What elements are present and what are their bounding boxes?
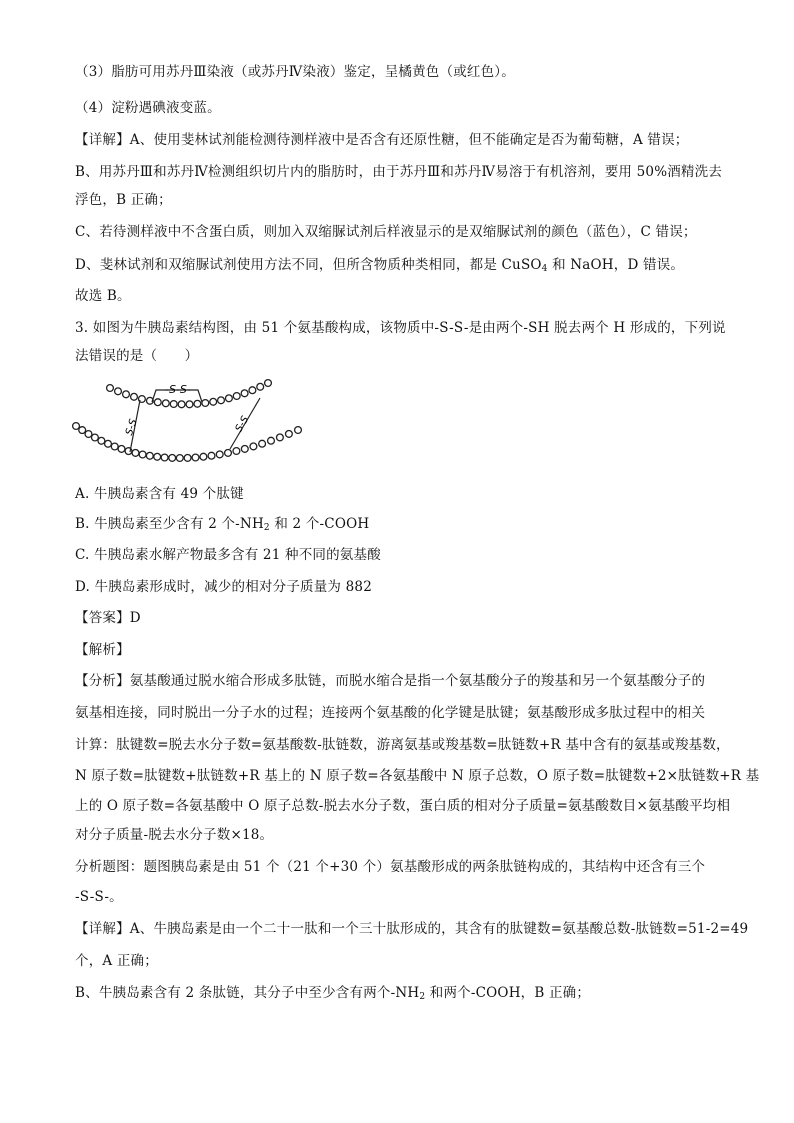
amino-acid-bead [79, 427, 86, 434]
text-line: N 原子数=肽键数+肽链数+R 基上的 N 原子数=各氨基酸中 N 原子总数，O 原子数=肽键数+2×肽链数+R 基 [75, 768, 760, 784]
text-line: 【详解】A、使用斐林试剂能检测待测样液中是否含有还原性糖，但不能确定是否为葡萄糖，A 错误； [75, 132, 689, 148]
peptide-chain-b [73, 423, 302, 462]
amino-acid-bead [295, 427, 302, 434]
amino-acid-bead [123, 391, 130, 398]
amino-acid-bead [118, 446, 125, 453]
amino-acid-bead [257, 383, 264, 390]
amino-acid-bead [115, 388, 122, 395]
amino-acid-bead [92, 434, 99, 441]
option-c: C. 牛胰岛素水解产物最多含有 21 种不同的氨基酸 [75, 547, 381, 563]
answer-label: 【答案】D [75, 610, 141, 626]
text-line: 【详解】A、牛胰岛素是由一个二十一肽和一个三十肽形成的，其含有的肽键数=氨基酸总数-肽链数=51-2=49 [75, 921, 749, 937]
amino-acid-bead [132, 450, 139, 457]
amino-acid-bead [277, 434, 284, 441]
amino-acid-bead [241, 390, 248, 397]
disulfide-label: S-S [233, 414, 252, 435]
amino-acid-bead [154, 399, 161, 406]
amino-acid-bead [169, 455, 176, 462]
question-stem: 3. 如图为牛胰岛素结构图，由 51 个氨基酸构成，该物质中-S-S-是由两个-SH 脱去两个 H 形成的，下列说 [75, 320, 726, 336]
disulfide-label: S-S [124, 417, 140, 437]
amino-acid-bead [241, 446, 248, 453]
text-line: B、用苏丹Ⅲ和苏丹Ⅳ检测组织切片内的脂肪时，由于苏丹Ⅲ和苏丹Ⅳ易溶于有机溶剂，要用 50%酒精洗去 [75, 164, 723, 180]
text-line: -S-S-。 [75, 889, 123, 905]
text-line: 分析题图：题图胰岛素是由 51 个（21 个+30 个）氨基酸形成的两条肽链构成的，其结构中还含有三个 [75, 859, 706, 875]
amino-acid-bead [218, 397, 225, 404]
amino-acid-bead [154, 453, 161, 460]
amino-acid-bead [216, 451, 223, 458]
amino-acid-bead [202, 400, 209, 407]
amino-acid-bead [184, 455, 191, 462]
amino-acid-bead [249, 387, 256, 394]
text-line: C、若待测样液中不含蛋白质，则加入双缩脲试剂后样液显示的是双缩脲试剂的颜色（蓝色），C 错误； [75, 224, 697, 240]
text-line: 个，A 正确； [75, 953, 158, 969]
text-line: 氨基相连接，同时脱出一分子水的过程；连接两个氨基酸的化学键是肽键；氨基酸形成多肽过程中的相关 [75, 705, 706, 721]
insulin-structure-figure [70, 378, 310, 478]
text-line: 对分子质量-脱去水分子数×18。 [75, 827, 274, 843]
text-line: 上的 O 原子数=各氨基酸中 O 原子总数-脱去水分子数，蛋白质的相对分子质量=氨基酸数目×氨基酸平均相 [75, 798, 731, 814]
text-line: 浮色，B 正确； [75, 192, 172, 208]
amino-acid-bead [111, 443, 118, 450]
amino-acid-bead [170, 401, 177, 408]
text-line: 故选 B。 [75, 288, 131, 304]
amino-acid-bead [265, 380, 272, 387]
amino-acid-bead [226, 395, 233, 402]
amino-acid-bead [186, 401, 193, 408]
text-line: 计算：肽键数=脱去水分子数=氨基酸数-肽链数，游离氨基或羧基数=肽链数+R 基中含有的氨基或羧基数， [75, 737, 730, 753]
option-b: B. 牛胰岛素至少含有 2 个$-NH_2$ 和 2 个-COOH [75, 516, 370, 533]
text-line: D、斐林试剂和双缩脲试剂使用方法不同，但所含物质种类相同，都是 CuSO$_4$ 和 NaOH，D 错误。 [75, 257, 685, 274]
text-line: （3）脂肪可用苏丹Ⅲ染液（或苏丹Ⅳ染液）鉴定，呈橘黄色（或红色）。 [75, 64, 515, 80]
amino-acid-bead [146, 452, 153, 459]
amino-acid-bead [225, 450, 232, 457]
amino-acid-bead [200, 453, 207, 460]
analysis-heading: 【解析】 [75, 642, 130, 658]
amino-acid-bead [210, 398, 217, 405]
amino-acid-bead [286, 431, 293, 438]
amino-acid-bead [105, 440, 112, 447]
disulfide-label: -S-S- [165, 383, 191, 396]
amino-acid-bead [161, 454, 168, 461]
text-line: （4）淀粉遇碘液变蓝。 [75, 100, 221, 116]
amino-acid-bead [192, 454, 199, 461]
text-line: 【分析】氨基酸通过脱水缩合形成多肽链，而脱水缩合是指一个氨基酸分子的羧基和另一个氨基酸分子的 [75, 673, 706, 689]
amino-acid-bead [233, 393, 240, 400]
amino-acid-bead [194, 400, 201, 407]
amino-acid-bead [73, 423, 80, 430]
amino-acid-bead [176, 455, 183, 462]
amino-acid-bead [131, 393, 138, 400]
amino-acid-bead [259, 440, 266, 447]
amino-acid-bead [139, 451, 146, 458]
amino-acid-bead [208, 452, 215, 459]
amino-acid-bead [98, 437, 105, 444]
amino-acid-bead [250, 443, 257, 450]
amino-acid-bead [178, 401, 185, 408]
option-a: A. 牛胰岛素含有 49 个肽键 [75, 486, 244, 502]
amino-acid-bead [233, 448, 240, 455]
amino-acid-bead [107, 385, 114, 392]
amino-acid-bead [85, 431, 92, 438]
amino-acid-bead [268, 437, 275, 444]
question-stem: 法错误的是（ ） [75, 348, 199, 364]
option-d: D. 牛胰岛素形成时，减少的相对分子质量为 882 [75, 579, 372, 595]
text-line: B、牛胰岛素含有 2 条肽链，其分子中至少含有两个$-NH_2$ 和两个-COOH，B 正确； [75, 985, 591, 1002]
amino-acid-bead [162, 400, 169, 407]
